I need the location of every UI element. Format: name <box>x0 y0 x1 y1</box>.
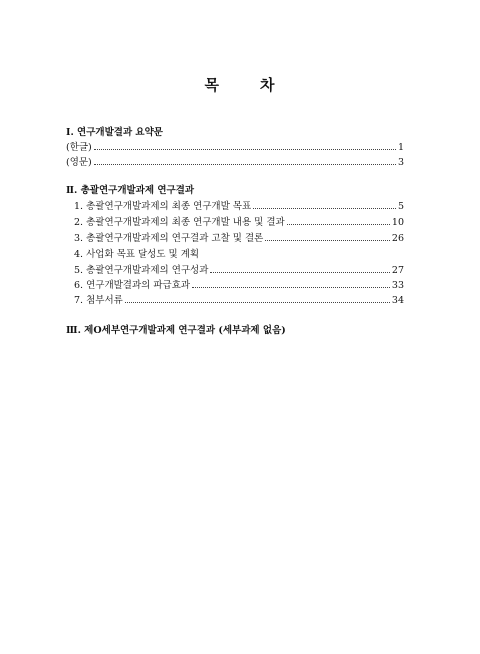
toc-entry-label: 6. 연구개발결과의 파급효과 <box>74 280 191 291</box>
section-heading-2: Ⅱ. 총괄연구개발과제 연구결과 <box>66 185 195 196</box>
dot-leader <box>287 224 390 225</box>
toc-entry-page: 10 <box>391 217 404 228</box>
toc-entry-page: 5 <box>397 201 404 212</box>
dot-leader <box>94 164 396 165</box>
toc-entry-page: 33 <box>391 280 404 291</box>
toc-entry-label: (한글) <box>66 142 92 153</box>
toc-entry[interactable] <box>74 214 404 228</box>
toc-entry-label: 2. 총괄연구개발과제의 최종 연구개발 내용 및 결과 <box>74 217 285 228</box>
toc-entry[interactable] <box>74 246 404 260</box>
title-char-2: 차 <box>260 76 276 94</box>
dot-leader <box>94 149 396 150</box>
dot-leader <box>210 272 390 273</box>
toc-entry[interactable] <box>66 139 404 153</box>
toc-entry-page: 1 <box>397 142 404 153</box>
toc-entry[interactable] <box>66 154 404 168</box>
toc-entry[interactable] <box>74 292 404 306</box>
dot-leader <box>125 302 390 303</box>
toc-entry-page: 26 <box>391 233 404 244</box>
toc-entry-label: 7. 첨부서류 <box>74 295 123 306</box>
toc-entry[interactable] <box>74 262 404 276</box>
toc-entry-label: (영문) <box>66 157 92 168</box>
section-heading-1: Ⅰ. 연구개발결과 요약문 <box>66 127 163 138</box>
toc-entry[interactable] <box>74 198 404 212</box>
dot-leader <box>253 208 396 209</box>
toc-entry-label: 5. 총괄연구개발과제의 연구성과 <box>74 265 209 276</box>
toc-entry-page: 27 <box>391 265 404 276</box>
toc-entry[interactable] <box>74 277 404 291</box>
title-char-1: 목 <box>204 76 220 94</box>
dot-leader <box>192 287 390 288</box>
toc-entry-label: 4. 사업화 목표 달성도 및 계획 <box>74 249 200 260</box>
section-heading-3: Ⅲ. 제O세부연구개발과제 연구결과 (세부과제 없음) <box>66 325 286 336</box>
page-title <box>0 74 480 95</box>
toc-entry-page: 34 <box>391 295 404 306</box>
dot-leader <box>265 240 390 241</box>
toc-entry[interactable] <box>74 230 404 244</box>
toc-entry-label: 3. 총괄연구개발과제의 연구결과 고찰 및 결론 <box>74 233 264 244</box>
toc-entry-label: 1. 총괄연구개발과제의 최종 연구개발 목표 <box>74 201 252 212</box>
toc-entry-page: 3 <box>397 157 404 168</box>
